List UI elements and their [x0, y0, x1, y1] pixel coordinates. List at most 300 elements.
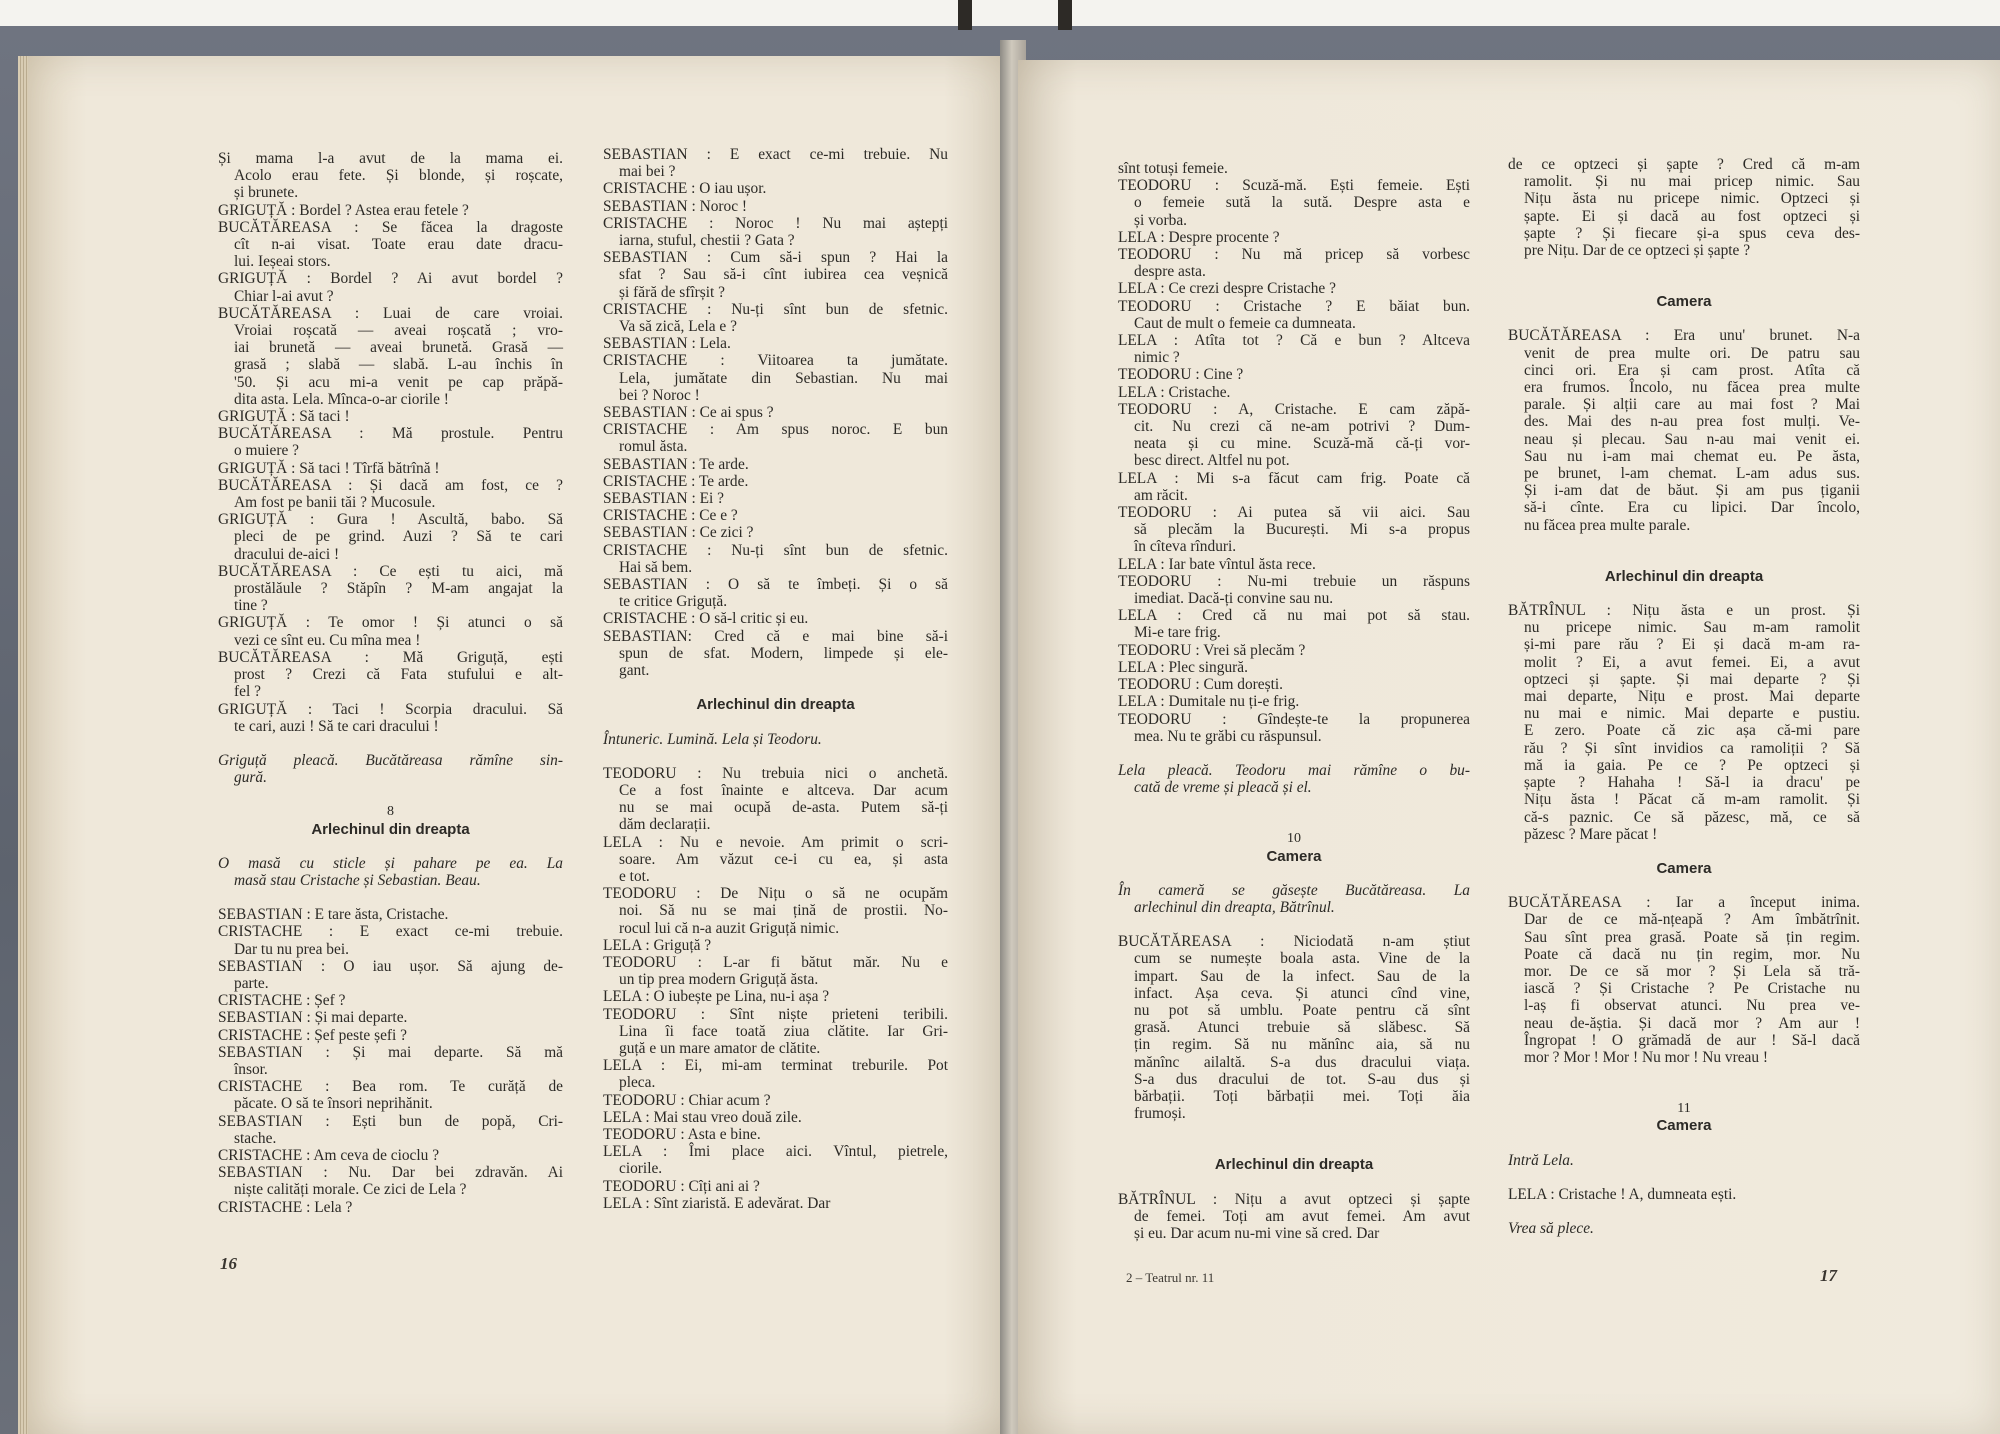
dialogue-paragraph [603, 610, 948, 627]
dialogue-paragraph [603, 473, 948, 490]
text-line: cît n-ai visat. Toate erau date dracu- [234, 236, 563, 254]
dialogue-paragraph [218, 1199, 563, 1216]
stage-direction [218, 855, 563, 889]
dialogue-paragraph [1118, 384, 1470, 401]
text-line: Vrea să plece. [1508, 1219, 1594, 1237]
dialogue-paragraph [218, 408, 563, 425]
dialogue-paragraph [603, 146, 948, 180]
text-line: GRIGUȚĂ : Să taci ! [218, 408, 350, 426]
dialogue-paragraph [603, 628, 948, 680]
dialogue-paragraph [603, 215, 948, 249]
text-line: GRIGUȚĂ : Bordel ? Ai avut bordel ? [218, 270, 563, 288]
spacer [1508, 1066, 1860, 1083]
scene-heading: Arlechinul din dreapta [1214, 1156, 1374, 1174]
text-line: SEBASTIAN : Ce ai spus ? [603, 404, 774, 422]
text-line: LELA : Cristache ! A, dumneata ești. [1508, 1185, 1737, 1203]
right-page [1018, 60, 2000, 1434]
text-line: CRISTACHE : Șef ? [218, 992, 346, 1010]
text-line: sfat ? Sau să-i cînt iubirea cea veșnică [619, 266, 948, 284]
dialogue-paragraph [1118, 504, 1470, 556]
text-line: În cameră se găsește Bucătăreasa. La [1118, 881, 1470, 899]
text-line: grasă. Atunci trebuie să slăbesc. Să [1134, 1019, 1470, 1037]
text-line: că-s paznic. Ce să păzesc, mă, ce să [1524, 808, 1860, 826]
dialogue-paragraph [218, 202, 563, 219]
text-line: guță e un mare amator de clătite. [619, 1039, 821, 1057]
dialogue-paragraph [1118, 470, 1470, 504]
text-line: lui. Ieșeai stors. [234, 253, 331, 271]
text-line: BUCĂTĂREASA : Și dacă am fost, ce ? [218, 476, 563, 494]
dialogue-paragraph [1118, 332, 1470, 366]
dialogue-paragraph [603, 507, 948, 524]
text-line: GRIGUȚĂ : Taci ! Scorpia dracului. Să [218, 700, 563, 718]
text-line: BUCĂTĂREASA : Mă prostule. Pentru [218, 425, 563, 443]
dialogue-paragraph [1118, 711, 1470, 745]
dialogue-paragraph [218, 923, 563, 957]
text-line: parte. [234, 974, 269, 992]
text-line: pleca. [619, 1074, 656, 1092]
dialogue-paragraph [1118, 607, 1470, 641]
text-line: O masă cu sticle și pahare pe ea. La [218, 854, 563, 872]
spacer [1508, 877, 1860, 894]
dialogue-paragraph [1118, 401, 1470, 470]
text-line: Dar de ce mă-nțeapă ? Am îmbătrînit. [1524, 911, 1860, 929]
text-line: mai departe, Nițu e prost. Mai departe [1524, 688, 1860, 706]
text-line: TEODORU : L-ar fi bătut măr. Nu e [603, 953, 948, 971]
spacer [1118, 1122, 1470, 1139]
left-column-2 [603, 146, 948, 1212]
scene-number: 8 [387, 804, 394, 820]
dialogue-paragraph [1508, 602, 1860, 843]
dialogue-paragraph [603, 885, 948, 937]
text-line: neau și plecau. Sau n-au mai venit ei. [1524, 430, 1860, 448]
text-line: SEBASTIAN : Cum să-i spun ? Hai la [603, 249, 948, 267]
dialogue-paragraph [1118, 246, 1470, 280]
spacer [1508, 843, 1860, 860]
text-line: S-a dus dracului de tot. S-au dus și [1134, 1070, 1470, 1088]
text-line: TEODORU : Scuză-mă. Ești femeie. Ești [1118, 177, 1470, 195]
text-line: romul ăsta. [619, 438, 688, 456]
text-line: GRIGUȚĂ : Bordel ? Astea erau fetele ? [218, 201, 469, 219]
text-line: ramolit. Și nu mai pricep nimic. Sau [1524, 173, 1860, 191]
dialogue-paragraph [603, 765, 948, 834]
text-line: LELA : Sînt ziaristă. E adevărat. Dar [603, 1194, 831, 1212]
text-line: TEODORU : Vrei să plecăm ? [1118, 641, 1306, 659]
text-line: iarna, stuful, chestii ? Gata ? [619, 232, 795, 250]
dialogue-paragraph [1118, 229, 1470, 246]
text-line: cit. Nu crezi că ne-am potrivi ? Dum- [1134, 418, 1470, 436]
scene-heading: Camera [1266, 847, 1322, 865]
text-line: era frumos. Încolo, nu făcea prea multe [1524, 379, 1860, 397]
text-line: BUCĂTĂREASA : Iar a început inima. [1508, 894, 1860, 912]
text-line: GRIGUȚĂ : Gura ! Ascultă, babo. Să [218, 511, 563, 529]
text-line: soare. Am văzut ce-i cu ea, și asta [619, 850, 948, 868]
text-line: și brunete. [234, 184, 299, 202]
text-line: Griguță pleacă. Bucătăreasa rămîne sin- [218, 751, 563, 769]
text-line: nu mai e nimic. Mai departe e pustiu. [1524, 705, 1860, 723]
text-line: TEODORU : Gîndește-te la propunerea [1118, 710, 1470, 728]
dialogue-paragraph [603, 576, 948, 610]
text-line: LELA : Ce crezi despre Cristache ? [1118, 280, 1336, 298]
dialogue-paragraph [603, 456, 948, 473]
text-line: TEODORU : Cum dorești. [1118, 676, 1284, 694]
text-line: pre Nițu. Dar de ce optzeci și șapte ? [1524, 242, 1751, 260]
text-line: mă ia gaia. Pe ce ? Pe optzeci și [1524, 756, 1860, 774]
text-line: neata și cu mine. Scuză-mă că-ți vor- [1134, 435, 1470, 453]
text-line: CRISTACHE : Am ceva de cioclu ? [218, 1146, 440, 1164]
dialogue-paragraph [603, 988, 948, 1005]
scene-heading: Arlechinul din dreapta [1604, 567, 1764, 585]
text-line: Lina îi face toată ziua clătite. Iar Gri- [619, 1022, 948, 1040]
spacer [1508, 1169, 1860, 1186]
dialogue-paragraph [218, 614, 563, 648]
text-line: și-mi pare rău ? Ei și dacă m-am ra- [1524, 636, 1860, 654]
text-line: gant. [619, 662, 650, 680]
spacer [603, 714, 948, 731]
dialogue-paragraph [1118, 1191, 1470, 1243]
dialogue-paragraph [218, 1147, 563, 1164]
scene-heading: Arlechinul din dreapta [311, 820, 470, 838]
text-line: LELA : Despre procente ? [1118, 228, 1280, 246]
text-line: TEODORU : Nu mă pricep să vorbesc [1118, 246, 1470, 264]
text-line: SEBASTIAN : Ei ? [603, 490, 724, 508]
spacer [1118, 1174, 1470, 1191]
dialogue-paragraph [603, 1178, 948, 1195]
text-line: SEBASTIAN : Nu. Dar bei zdravăn. Ai [218, 1164, 563, 1182]
text-line: în cîteva rînduri. [1134, 538, 1237, 556]
text-line: CRISTACHE : Lela ? [218, 1198, 353, 1216]
text-line: BĂTRÎNUL : Nițu ăsta e un prost. Și [1508, 602, 1860, 620]
text-line: dăm declarații. [619, 816, 711, 834]
spacer [1508, 1083, 1860, 1100]
text-line: sînt totuși femeie. [1118, 160, 1228, 177]
dialogue-paragraph [603, 937, 948, 954]
text-line: iai brunetă — aveai brunetă. Grasă — [234, 339, 563, 357]
spacer [1118, 745, 1470, 762]
text-line: imediat. Dacă-ți convine sau nu. [1134, 590, 1334, 608]
text-line: Nițu ăsta nu pricepe nimic. Optzeci și [1524, 190, 1860, 208]
stage-direction [218, 752, 563, 786]
left-page [28, 56, 1013, 1434]
text-line: pleci de pe grind. Auzi ? Să te cari [234, 528, 563, 546]
text-line: însor. [234, 1060, 268, 1078]
text-line: Caut de mult o femeie ca dumneata. [1134, 314, 1356, 332]
text-line: TEODORU : Cristache ? E băiat bun. [1118, 297, 1470, 315]
dialogue-paragraph [218, 906, 563, 923]
text-line: Ce a fost înainte e altceva. Dar acum [619, 781, 948, 799]
text-line: impart. Sau de la infect. Sau de la [1134, 967, 1470, 985]
text-line: și vorba. [1134, 211, 1188, 229]
text-line: SEBASTIAN : E exact ce-mi trebuie. Nu [603, 146, 948, 163]
text-line: LELA : O iubește pe Lina, nu-i așa ? [603, 988, 830, 1006]
text-line: despre asta. [1134, 263, 1206, 281]
dialogue-paragraph [603, 301, 948, 335]
text-line: nu se mai ocupă de-asta. Putem să-ți [619, 799, 948, 817]
text-line: păcate. O să te însori neprihănit. [234, 1095, 433, 1113]
text-line: rocul lui că n-a auzit Griguță nimic. [619, 919, 840, 937]
text-line: nu pricepe nimic. Sau m-am ramolit [1524, 619, 1860, 637]
scene-heading: Arlechinul din dreapta [696, 696, 855, 714]
page-footer-signature: 2 – Teatrul nr. 11 [1126, 1270, 1215, 1285]
text-line: TEODORU : A, Cristache. E cam zăpă- [1118, 400, 1470, 418]
dialogue-paragraph [1508, 327, 1860, 533]
text-line: GRIGUȚĂ : Să taci ! Tîrfă bătrînă ! [218, 459, 440, 477]
text-line: vezi ce sînt eu. Cu mîna mea ! [234, 631, 421, 649]
left-column-1 [218, 150, 563, 1216]
text-line: TEODORU : Nu-mi trebuie un răspuns [1118, 572, 1470, 590]
text-line: Acolo erau fete. Și blonde, și roșcate, [234, 167, 563, 185]
text-line: păzesc ? Mare păcat ! [1524, 825, 1658, 843]
dialogue-paragraph [1118, 366, 1470, 383]
spacer [1508, 310, 1860, 327]
text-line: LELA : Cristache. [1118, 383, 1231, 401]
spacer [218, 786, 563, 803]
text-line: CRISTACHE : Nu-ți sînt bun de sfetnic. [603, 300, 948, 318]
text-line: nu pot să umblu. Poate pentru că sînt [1134, 1001, 1470, 1019]
text-line: mănînc ailaltă. S-a dus dracului viața. [1134, 1053, 1470, 1071]
text-line: Vroiai roșcată — aveai roșcată ; vro- [234, 322, 563, 340]
text-line: CRISTACHE : O iau ușor. [603, 180, 767, 198]
text-line: CRISTACHE : Viitoarea ta jumătate. [603, 352, 948, 370]
text-line: bei ? Noroc ! [619, 386, 700, 404]
dialogue-paragraph [218, 1164, 563, 1198]
dialogue-paragraph [218, 150, 563, 202]
text-line: BUCĂTĂREASA : Ce ești tu aici, mă [218, 562, 563, 580]
text-line: frumoși. [1134, 1105, 1186, 1123]
text-line: TEODORU : Cine ? [1118, 366, 1244, 384]
dialogue-paragraph [1118, 642, 1470, 659]
text-line: te critice Griguță. [619, 593, 728, 611]
scene-heading: Camera [1656, 1117, 1712, 1135]
text-line: Nițu ăsta ! Păcat că m-am ramolit. Și [1524, 791, 1860, 809]
text-line: CRISTACHE : O să-l critic și eu. [603, 610, 809, 628]
text-line: fel ? [234, 683, 261, 701]
dialogue-paragraph [603, 421, 948, 455]
dialogue-paragraph [1118, 933, 1470, 1122]
text-line: CRISTACHE : Te arde. [603, 472, 749, 490]
text-line: GRIGUȚĂ : Te omor ! Și atunci o să [218, 614, 563, 632]
stage-direction [1118, 882, 1470, 916]
text-line: BUCĂTĂREASA : Era unu' brunet. N-a [1508, 327, 1860, 345]
text-line: Îngropat ! O grămadă de aur ! Să-l dacă [1524, 1031, 1860, 1049]
dialogue-paragraph [603, 1143, 948, 1177]
stage-direction [1118, 762, 1470, 796]
dialogue-paragraph [603, 524, 948, 541]
bookmark-ribbon-left [958, 0, 972, 30]
text-line: LELA : Atîta tot ? Că e bun ? Altceva [1118, 332, 1470, 350]
text-line: neau de-ăștia. Și dacă mor ? Am aur ! [1524, 1014, 1860, 1032]
text-line: Și mama l-a avut de la mama ei. [218, 150, 563, 167]
bookmark-ribbon-right [1058, 0, 1072, 30]
text-line: un tip prea modern Griguță ăsta. [619, 971, 819, 989]
spacer [218, 735, 563, 752]
text-line: CRISTACHE : Noroc ! Nu mai aștepți [603, 214, 948, 232]
dialogue-paragraph [218, 1044, 563, 1078]
scene-number: 11 [1677, 1101, 1691, 1117]
text-line: TEODORU : De Nițu o să ne ocupăm [603, 885, 948, 903]
dialogue-paragraph [218, 511, 563, 563]
text-line: mea. Nu te grăbi cu răspunsul. [1134, 727, 1322, 745]
stage-direction [1508, 1152, 1860, 1169]
dialogue-paragraph [218, 563, 563, 615]
text-line: de ce optzeci și șapte ? Cred că m-am [1508, 156, 1860, 173]
dialogue-paragraph [1118, 676, 1470, 693]
dialogue-paragraph [218, 460, 563, 477]
spacer [1508, 551, 1860, 568]
text-line: Întuneric. Lumină. Lela și Teodoru. [603, 730, 822, 748]
text-line: și fără de sfîrșit ? [619, 283, 725, 301]
text-line: prost ? Crezi că Fata stufului e alt- [234, 666, 563, 684]
text-line: Lela pleacă. Teodoru mai rămîne o bu- [1118, 761, 1470, 779]
text-line: SEBASTIAN : Ești bun de popă, Cri- [218, 1112, 563, 1130]
dialogue-paragraph [603, 1109, 948, 1126]
text-line: l-aș fi observat atunci. Nu prea ve- [1524, 997, 1860, 1015]
text-line: infact. Așa ceva. Și atunci cînd vine, [1134, 984, 1470, 1002]
dialogue-paragraph [218, 425, 563, 459]
text-line: masă stau Cristache și Sebastian. Beau. [234, 871, 481, 889]
dialogue-paragraph [218, 219, 563, 271]
dialogue-paragraph [603, 954, 948, 988]
text-line: SEBASTIAN : Ce zici ? [603, 524, 754, 542]
text-line: să-i cînte. Era cu lipici. Dar încolo, [1524, 499, 1860, 517]
text-line: niște calități morale. Ce zici de Lela ? [234, 1181, 467, 1199]
text-line: șapte. Ei și dacă au fost optzeci și [1524, 207, 1860, 225]
dialogue-paragraph [603, 1092, 948, 1109]
text-line: LELA : Îmi place aici. Vîntul, pietrele, [603, 1143, 948, 1161]
text-line: cum se numește boala asta. Vine de la [1134, 950, 1470, 968]
dialogue-paragraph [218, 477, 563, 511]
dialogue-paragraph [218, 701, 563, 735]
text-line: pe brunet, l-am chemat. L-am adus sus. [1524, 465, 1860, 483]
text-line: bărbații. Toți bărbații mei. Toți ăia [1134, 1087, 1470, 1105]
scene-number: 10 [1287, 831, 1301, 847]
spacer [1118, 796, 1470, 813]
text-line: cată de vreme și pleacă și el. [1134, 779, 1312, 797]
spacer [1508, 276, 1860, 293]
text-line: dita asta. Lela. Mînca-o-ar ciorile ! [234, 390, 449, 408]
text-line: BUCĂTĂREASA : Se făcea la dragoste [218, 218, 563, 236]
text-line: des. Mai des n-au prea fost mulți. Ve- [1524, 413, 1860, 431]
dialogue-paragraph [1118, 177, 1470, 229]
text-line: CRISTACHE : Am spus noroc. E bun [603, 421, 948, 439]
page-number-left: 16 [220, 1254, 237, 1273]
dialogue-paragraph [1118, 298, 1470, 332]
text-line: LELA : Griguță ? [603, 936, 712, 954]
dialogue-paragraph [603, 180, 948, 197]
text-line: am răcit. [1134, 486, 1188, 504]
text-line: o muiere ? [234, 442, 299, 460]
spacer [218, 889, 563, 906]
dialogue-paragraph [218, 958, 563, 992]
dialogue-paragraph [218, 270, 563, 304]
dialogue-paragraph [603, 490, 948, 507]
right-column-1 [1118, 160, 1470, 1242]
text-line: TEODORU : Nu trebuia nici o anchetă. [603, 764, 948, 782]
spacer [1118, 916, 1470, 933]
page-number-right: 17 [1820, 1266, 1837, 1285]
text-line: LELA : Nu e nevoie. Am primit o scri- [603, 833, 948, 851]
text-line: TEODORU : Sînt niște prieteni teribili. [603, 1005, 948, 1023]
text-line: ciorile. [619, 1160, 663, 1178]
text-line: TEODORU : Cîți ani ai ? [603, 1177, 760, 1195]
text-line: SEBASTIAN : Te arde. [603, 455, 749, 473]
text-line: spun de sfat. Modern, limpede și ele- [619, 644, 948, 662]
dialogue-paragraph [218, 1027, 563, 1044]
dialogue-paragraph [603, 249, 948, 301]
text-line: Mi-e tare frig. [1134, 624, 1221, 642]
spacer [1118, 865, 1470, 882]
text-line: grasă ; slabă — slabă. L-au închis în [234, 356, 563, 374]
text-line: CRISTACHE : Ce e ? [603, 507, 738, 525]
text-line: besc direct. Altfel nu pot. [1134, 452, 1290, 470]
text-line: și eu. Dar acum nu-mi vine să cred. Dar [1134, 1224, 1380, 1242]
dialogue-paragraph [218, 305, 563, 408]
text-line: șapte ? Hahaha ! Să-l ia dracu' pe [1524, 774, 1860, 792]
text-line: CRISTACHE : Bea rom. Te curăță de [218, 1078, 563, 1096]
text-line: '50. Și acu mi-a venit pe cap prăpă- [234, 373, 563, 391]
dialogue-paragraph [218, 992, 563, 1009]
text-line: LELA : Ei, mi-am terminat treburile. Pot [603, 1057, 948, 1075]
dialogue-paragraph [218, 1009, 563, 1026]
text-line: SEBASTIAN: Cred că e mai bine să-i [603, 627, 948, 645]
text-line: Sau sînt prea grasă. Poate să țin regim. [1524, 928, 1860, 946]
text-line: șapte ? Și fiecare și-a spus ceva des- [1524, 224, 1860, 242]
stage-direction [603, 731, 948, 748]
dialogue-paragraph [603, 404, 948, 421]
text-line: nu făcea prea multe parale. [1524, 516, 1691, 534]
text-line: BUCĂTĂREASA : Niciodată n-am știut [1118, 933, 1470, 951]
text-line: noi. Să nu se mai țină de prostii. No- [619, 902, 948, 920]
text-line: nimic ? [1134, 349, 1180, 367]
text-line: Sau nu i-am mai chemat eu. Pe ăsta, [1524, 447, 1860, 465]
text-line: rău ? Și sînt invidios ca ramoliții ? Să [1524, 739, 1860, 757]
text-line: cinci ori. Era și cam prost. Atîta că [1524, 361, 1860, 379]
text-line: Și i-am dat de băut. Și am pus țiganii [1524, 482, 1860, 500]
text-line: SEBASTIAN : Și mai departe. Să mă [218, 1043, 563, 1061]
text-line: arlechinul din dreapta, Bătrînul. [1134, 898, 1335, 916]
text-line: SEBASTIAN : Noroc ! [603, 197, 748, 215]
dialogue-paragraph [603, 1006, 948, 1058]
dialogue-paragraph [218, 1078, 563, 1112]
text-line: SEBASTIAN : Și mai departe. [218, 1009, 408, 1027]
text-line: LELA : Dumitale nu ți-e frig. [1118, 693, 1300, 711]
scene-heading: Camera [1656, 293, 1712, 311]
text-line: venit de prea multe ori. De patru sau [1524, 344, 1860, 362]
text-line: iască ? Și Cristache ? Pe Cristache nu [1524, 980, 1860, 998]
text-line: TEODORU : Asta e bine. [603, 1125, 761, 1143]
dialogue-paragraph [603, 1057, 948, 1091]
text-line: Lela, jumătate din Sebastian. Nu mai [619, 369, 948, 387]
dialogue-paragraph [1118, 573, 1470, 607]
text-line: tine ? [234, 597, 268, 615]
text-line: Am fost pe banii tăi ? Mucosule. [234, 494, 436, 512]
dialogue-paragraph [1118, 693, 1470, 710]
text-line: molit ? Ei, a avut femei. Ei, a avut [1524, 653, 1860, 671]
dialogue-paragraph [1508, 894, 1860, 1066]
stage-direction [1508, 1220, 1860, 1237]
text-line: Intră Lela. [1508, 1151, 1574, 1169]
spacer [1118, 813, 1470, 830]
dialogue-paragraph [603, 352, 948, 404]
spacer [1508, 259, 1860, 276]
dialogue-paragraph [1118, 659, 1470, 676]
text-line: SEBASTIAN : Lela. [603, 335, 731, 353]
dialogue-paragraph [603, 834, 948, 886]
text-line: LELA : Iar bate vîntul ăsta rece. [1118, 555, 1316, 573]
text-line: mai bei ? [619, 163, 676, 181]
text-line: BUCĂTĂREASA : Mă Griguță, ești [218, 648, 563, 666]
text-line: e tot. [619, 867, 650, 885]
text-line: țin regim. Să nu mănînc aia, să nu [1134, 1036, 1470, 1054]
